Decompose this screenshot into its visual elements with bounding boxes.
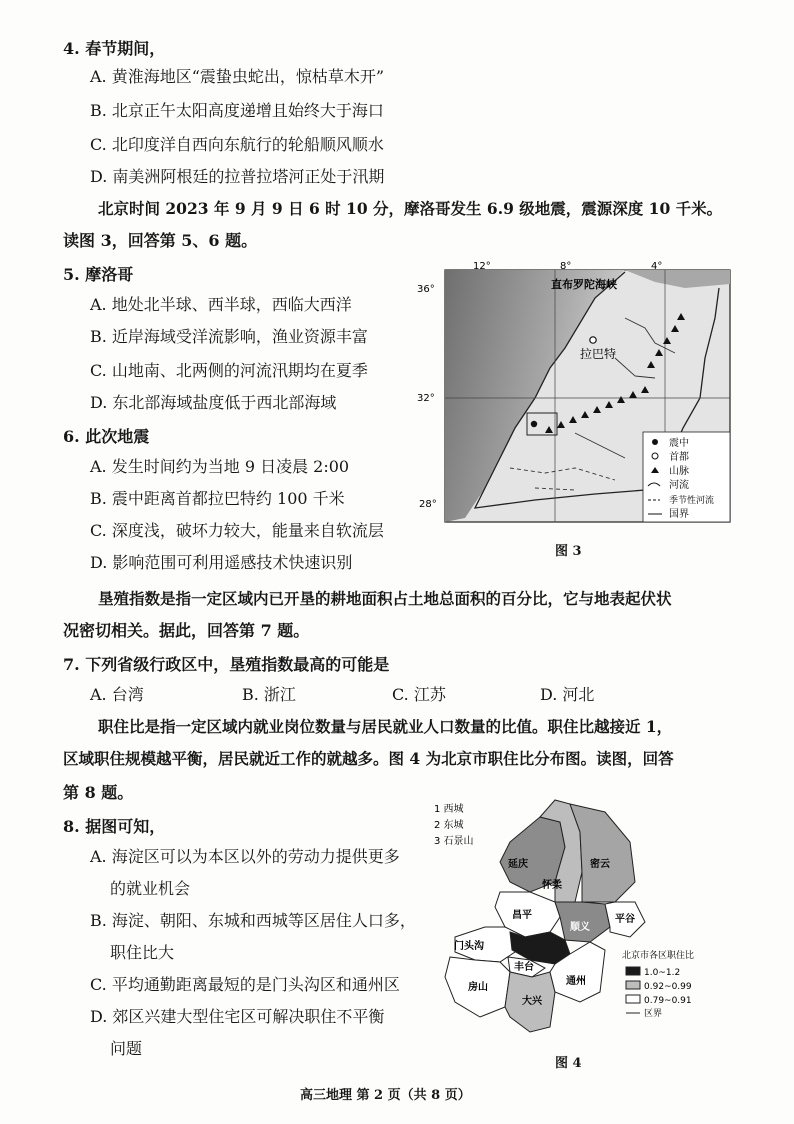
q7-option-a: A. 台湾 [90,685,144,704]
intro-jobhousing-line2: 区域职住规模越平衡，居民就近工作的就越多。图 4 为北京市职住比分布图。读图，回答 [63,749,674,768]
figure-3-map [415,258,745,528]
label-fangshan: 房山 [468,982,488,993]
q4-option-a: A. 黄淮海地区“震蛰虫蛇出，惊枯草木开” [90,67,385,86]
legend-1: 1.0~1.2 [644,968,681,978]
figure-4-map [430,792,760,1044]
q4-option-b: B. 北京正午太阳高度递增且始终大于海口 [90,101,384,120]
label-huairou: 怀柔 [542,880,562,891]
lon-label-12: 12° [473,261,491,272]
q5-option-d: D. 东北部海域盐度低于西北部海域 [90,393,337,412]
legend-mountain: 山脉 [669,466,689,477]
lat-label-32: 32° [417,393,435,404]
epicenter-marker [531,421,537,427]
legend-border: 国界 [669,509,689,520]
intro-reclamation-line2: 况密切相关。据此，回答第 7 题。 [63,621,310,640]
intro-jobhousing-line3: 第 8 题。 [63,783,134,802]
q4-option-d: D. 南美洲阿根廷的拉普拉塔河正处于汛期 [90,167,385,186]
q6-option-a: A. 发生时间约为当地 9 日凌晨 2:00 [90,457,350,476]
q4-stem: 4. 春节期间， [63,39,166,58]
capital-label: 拉巴特 [580,347,617,361]
figure-3-caption: 图 3 [555,544,582,559]
key-dongcheng: 2 东城 [434,820,464,831]
q5-option-c: C. 山地南、北两侧的河流汛期均在夏季 [90,361,368,380]
q7-option-c: C. 江苏 [392,685,446,704]
q5-stem: 5. 摩洛哥 [63,265,134,284]
figure-4-caption: 图 4 [555,1056,582,1071]
legend-4: 区界 [644,1009,663,1019]
strait-label: 直布罗陀海峡 [551,278,617,291]
q8-stem: 8. 据图可知， [63,817,166,836]
q8-option-d-line2: 问题 [110,1039,143,1058]
legend-epicenter: 震中 [669,438,689,449]
page-footer: 高三地理 第 2 页（共 8 页） [300,1088,471,1103]
capital-marker [590,337,596,343]
key-xicheng: 1 西城 [434,804,464,815]
q6-option-d: D. 影响范围可利用遥感技术快速识别 [90,553,353,572]
q8-option-d-line1: D. 郊区兴建大型住宅区可解决职住不平衡 [90,1007,385,1026]
q6-option-c: C. 深度浅，破坏力较大，能量来自软流层 [90,521,384,540]
label-fengtai: 丰台 [514,962,534,973]
legend-seasonal-river: 季节性河流 [669,496,715,506]
legend-title: 北京市各区职住比 [622,951,695,961]
lat-label-36: 36° [417,284,435,295]
q8-option-c: C. 平均通勤距离最短的是门头沟区和通州区 [90,975,400,994]
label-yanqing: 延庆 [508,859,528,870]
legend-3: 0.79~0.91 [644,996,692,1006]
q7-option-d: D. 河北 [540,685,595,704]
q8-option-a-line1: A. 海淀区可以为本区以外的劳动力提供更多 [90,847,400,866]
q6-stem: 6. 此次地震 [63,427,150,446]
label-mentougou: 门头沟 [454,941,484,952]
key-shijingshan: 3 石景山 [434,836,474,847]
intro-jobhousing-line1: 职住比是指一定区域内就业岗位数量与居民就业人口数量的比值。职住比越接近 1， [98,717,673,736]
figure-4-legend [622,949,694,1019]
q8-option-a-line2: 的就业机会 [110,879,191,898]
label-daxing: 大兴 [522,996,542,1007]
legend-2: 0.92~0.99 [644,982,692,992]
q5-option-b: B. 近岸海域受洋流影响，渔业资源丰富 [90,327,368,346]
q7-option-b: B. 浙江 [242,685,296,704]
lat-label-28: 28° [419,499,437,510]
legend-capital: 首都 [669,452,689,463]
label-pinggu: 平谷 [615,914,635,925]
legend-river: 河流 [669,480,689,491]
intro-reclamation-line1: 垦殖指数是指一定区域内已开垦的耕地面积占土地总面积的百分比，它与地表起伏状 [98,589,672,608]
lon-label-4: 4° [651,261,663,272]
q8-option-b-line1: B. 海淀、朝阳、东城和西城等区居住人口多， [90,911,416,930]
q8-option-b-line2: 职住比大 [110,943,175,962]
label-tongzhou: 通州 [566,976,586,987]
figure-3-legend [643,432,730,522]
label-miyun: 密云 [590,859,610,870]
intro-earthquake-line1: 北京时间 2023 年 9 月 9 日 6 时 10 分，摩洛哥发生 6.9 级地震，震源深度 10 千米。 [98,199,723,218]
lon-label-8: 8° [560,261,572,272]
q6-option-b: B. 震中距离首都拉巴特约 100 千米 [90,489,345,508]
intro-earthquake-line2: 读图 3，回答第 5、6 题。 [63,231,258,250]
label-shunyi: 顺义 [570,922,590,933]
label-changping: 昌平 [512,910,532,921]
q5-option-a: A. 地处北半球、西半球，西临大西洋 [90,295,352,314]
q7-stem: 7. 下列省级行政区中，垦殖指数最高的可能是 [63,655,390,674]
q4-option-c: C. 北印度洋自西向东航行的轮船顺风顺水 [90,135,384,154]
